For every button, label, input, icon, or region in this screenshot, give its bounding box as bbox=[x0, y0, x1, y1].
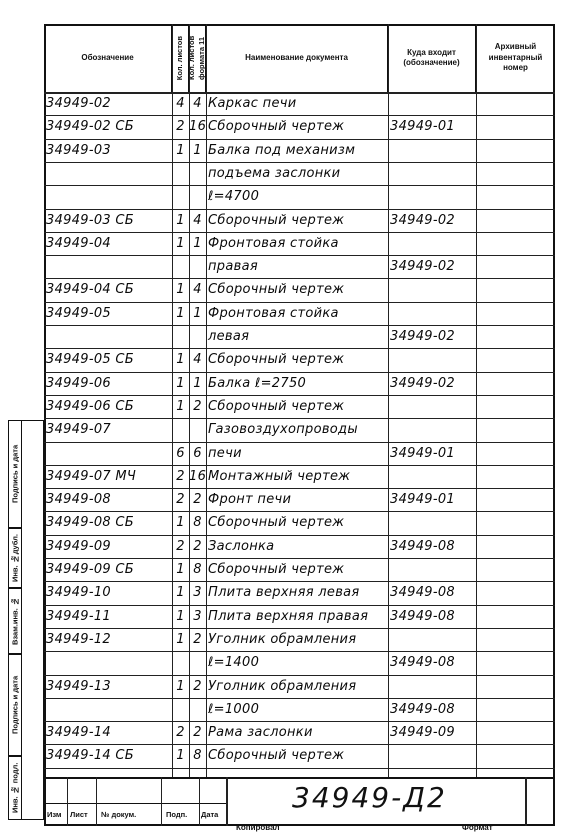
cell-parent bbox=[390, 163, 476, 185]
cell-n2 bbox=[189, 699, 206, 721]
stamp-copied: Копировал bbox=[236, 823, 280, 832]
cell-n1 bbox=[172, 256, 189, 278]
side-dupl: Инв. №дубл. bbox=[8, 528, 22, 588]
cell-n1 bbox=[172, 419, 189, 441]
cell-n2: 8 bbox=[193, 515, 202, 531]
cell-parent: 34949-08 bbox=[390, 585, 455, 601]
cell-parent: 34949-09 bbox=[390, 725, 455, 741]
cell-name: Балка под механизм bbox=[208, 142, 356, 158]
cell-n1: 1 bbox=[176, 631, 185, 647]
cell-parent bbox=[390, 140, 476, 162]
cell-code bbox=[46, 256, 170, 278]
cell-name: Уголник обрамления bbox=[208, 678, 357, 694]
cell-code: 34949-05 СБ bbox=[46, 352, 135, 368]
cell-n2 bbox=[189, 163, 206, 185]
cell-code: 34949-11 bbox=[46, 608, 111, 624]
cell-n1: 1 bbox=[176, 678, 185, 694]
cell-code bbox=[46, 163, 170, 185]
cell-n2 bbox=[189, 419, 206, 441]
cell-n1: 2 bbox=[176, 725, 185, 741]
cell-n1: 1 bbox=[176, 142, 185, 158]
cell-code: 34949-09 bbox=[46, 538, 111, 554]
cell-parent bbox=[390, 745, 476, 767]
cell-name: правая bbox=[208, 259, 258, 275]
cell-parent: 34949-08 bbox=[390, 701, 455, 717]
cell-n2: 8 bbox=[193, 748, 202, 764]
cell-n2 bbox=[189, 186, 206, 208]
cell-parent: 34949-08 bbox=[390, 538, 455, 554]
cell-n1: 2 bbox=[176, 119, 185, 135]
cell-name: Сборочный чертеж bbox=[208, 515, 345, 531]
cell-name: Сборочный чертеж bbox=[208, 352, 345, 368]
cell-code bbox=[46, 443, 170, 465]
cell-n2 bbox=[189, 652, 206, 674]
cell-n2: 3 bbox=[193, 608, 202, 624]
cell-code: 34949-02 bbox=[46, 96, 111, 111]
cell-n2: 1 bbox=[193, 375, 202, 391]
cell-code bbox=[46, 186, 170, 208]
cell-name: Фронтовая стойка bbox=[208, 305, 339, 321]
cell-name: Плита верхняя левая bbox=[208, 585, 360, 601]
cell-parent bbox=[390, 279, 476, 301]
cell-n2: 4 bbox=[193, 212, 202, 228]
cell-n2: 1 bbox=[193, 305, 202, 321]
side-columns-box bbox=[22, 420, 44, 820]
cell-name: Сборочный чертеж bbox=[208, 562, 345, 577]
cell-n1: 1 bbox=[176, 608, 185, 624]
cell-n2: 1 bbox=[193, 142, 202, 158]
cell-name: ℓ=1400 bbox=[208, 655, 260, 671]
cell-n2: 4 bbox=[193, 352, 202, 368]
cell-code: 34949-07 bbox=[46, 422, 111, 438]
cell-code bbox=[46, 699, 170, 721]
cell-n2: 4 bbox=[193, 282, 202, 298]
cell-name: Газовоздухопроводы bbox=[208, 422, 358, 438]
table-column-divider bbox=[476, 24, 477, 777]
cell-parent: 34949-01 bbox=[390, 492, 455, 508]
cell-n1: 1 bbox=[176, 748, 185, 764]
cell-code: 34949-12 bbox=[46, 631, 111, 647]
cell-parent: 34949-02 bbox=[390, 259, 455, 275]
title-block-divider bbox=[226, 777, 228, 826]
cell-parent bbox=[390, 186, 476, 208]
cell-code: 34949-03 bbox=[46, 142, 111, 158]
side-orig: Инв. № подл. bbox=[8, 756, 22, 820]
cell-name: ℓ=1000 bbox=[208, 701, 260, 717]
stamp-sign: Подп. bbox=[166, 810, 188, 819]
cell-n2: 2 bbox=[193, 631, 202, 647]
header-designation: Обозначение bbox=[44, 24, 172, 92]
stamp-izm: Изм bbox=[47, 810, 62, 819]
cell-n2: 16 bbox=[189, 119, 207, 135]
cell-parent bbox=[390, 559, 476, 581]
cell-n1: 1 bbox=[176, 375, 185, 391]
cell-parent bbox=[390, 396, 476, 418]
cell-n2: 2 bbox=[193, 725, 202, 741]
cell-parent bbox=[390, 233, 476, 255]
cell-n2 bbox=[189, 256, 206, 278]
cell-n1: 2 bbox=[176, 538, 185, 554]
cell-n2: 8 bbox=[193, 562, 202, 577]
cell-code: 34949-04 СБ bbox=[46, 282, 135, 298]
cell-code: 34949-02 СБ bbox=[46, 119, 135, 135]
cell-n1: 1 bbox=[176, 398, 185, 414]
cell-parent bbox=[390, 466, 476, 488]
cell-n1: 1 bbox=[176, 515, 185, 531]
cell-n1 bbox=[172, 186, 189, 208]
cell-name: Уголник обрамления bbox=[208, 631, 357, 647]
cell-code: 34949-04 bbox=[46, 235, 111, 251]
cell-code: 34949-03 СБ bbox=[46, 212, 135, 228]
header-sheets-count: Кол. листов bbox=[172, 24, 189, 92]
cell-code: 34949-10 bbox=[46, 585, 111, 601]
cell-code: 34949-13 bbox=[46, 678, 111, 694]
cell-n1: 1 bbox=[176, 585, 185, 601]
cell-parent: 34949-08 bbox=[390, 655, 455, 671]
drawing-code: 34949-Д2 bbox=[292, 781, 447, 814]
cell-name: подъема заслонки bbox=[208, 165, 341, 181]
cell-name: левая bbox=[208, 329, 250, 344]
stamp-format: Формат bbox=[462, 823, 493, 832]
cell-n1: 1 bbox=[176, 352, 185, 368]
cell-code: 34949-08 СБ bbox=[46, 515, 135, 531]
cell-n1: 1 bbox=[176, 282, 185, 298]
cell-n1: 6 bbox=[176, 445, 185, 461]
stamp-vline-2 bbox=[96, 777, 97, 826]
cell-name: Балка ℓ=2750 bbox=[208, 375, 307, 391]
cell-parent: 34949-01 bbox=[390, 119, 455, 135]
cell-n1 bbox=[172, 326, 189, 348]
cell-name: Сборочный чертеж bbox=[208, 748, 345, 764]
cell-parent bbox=[390, 303, 476, 325]
cell-n2: 2 bbox=[193, 538, 202, 554]
stamp-vline-3 bbox=[161, 777, 162, 826]
cell-parent bbox=[390, 629, 476, 651]
cell-code: 34949-06 СБ bbox=[46, 398, 135, 414]
cell-name: Фронтовая стойка bbox=[208, 235, 339, 251]
cell-n1: 2 bbox=[176, 468, 185, 484]
cell-parent bbox=[390, 349, 476, 371]
cell-n2 bbox=[189, 326, 206, 348]
cell-name: Сборочный чертеж bbox=[208, 398, 345, 414]
cell-n1: 1 bbox=[176, 235, 185, 251]
stamp-vline-1 bbox=[67, 777, 68, 826]
cell-name: Сборочный чертеж bbox=[208, 119, 345, 135]
header-part-of: Куда входит (обозначение) bbox=[388, 24, 476, 92]
cell-name: Монтажный чертеж bbox=[208, 468, 351, 484]
cell-parent: 34949-02 bbox=[390, 329, 455, 344]
cell-code: 34949-06 bbox=[46, 375, 111, 391]
cell-n1 bbox=[172, 699, 189, 721]
cell-code: 34949-14 СБ bbox=[46, 748, 135, 764]
title-block-border bbox=[44, 777, 555, 779]
cell-name: Рама заслонки bbox=[208, 725, 313, 741]
cell-code: 34949-07 МЧ bbox=[46, 468, 137, 484]
cell-code: 34949-05 bbox=[46, 305, 111, 321]
cell-code: 34949-08 bbox=[46, 492, 111, 508]
cell-n2: 3 bbox=[193, 585, 202, 601]
cell-name: Сборочный чертеж bbox=[208, 212, 345, 228]
cell-n1: 4 bbox=[176, 96, 185, 111]
cell-code: 34949-14 bbox=[46, 725, 111, 741]
cell-n2: 4 bbox=[193, 96, 202, 111]
cell-parent bbox=[390, 512, 476, 534]
table-column-divider bbox=[388, 24, 389, 777]
cell-parent: 34949-02 bbox=[390, 212, 455, 228]
cell-n2: 2 bbox=[193, 678, 202, 694]
cell-name: Каркас печи bbox=[208, 96, 297, 111]
cell-code: 34949-09 СБ bbox=[46, 562, 135, 577]
cell-name: Заслонка bbox=[208, 538, 275, 554]
table-column-divider bbox=[206, 24, 207, 777]
cell-name: Плита верхняя правая bbox=[208, 608, 369, 624]
cell-n2: 2 bbox=[193, 398, 202, 414]
title-block-divider-2 bbox=[525, 777, 527, 826]
cell-parent: 34949-08 bbox=[390, 608, 455, 624]
cell-code bbox=[46, 652, 170, 674]
side-sign-date-1: Подпись и дата bbox=[8, 420, 22, 528]
cell-n2: 6 bbox=[193, 445, 202, 461]
stamp-doc-no: № докум. bbox=[101, 810, 137, 819]
cell-n2: 16 bbox=[189, 468, 207, 484]
stamp-vline-4 bbox=[199, 777, 200, 826]
header-sheets-a11: Кол. листов формата 11 bbox=[189, 24, 206, 92]
cell-n1: 1 bbox=[176, 305, 185, 321]
cell-n1 bbox=[172, 652, 189, 674]
cell-code bbox=[46, 326, 170, 348]
table-column-divider bbox=[172, 24, 173, 777]
cell-parent bbox=[390, 419, 476, 441]
cell-name: печи bbox=[208, 445, 242, 461]
table-column-divider bbox=[189, 24, 190, 777]
cell-parent bbox=[390, 93, 476, 115]
cell-n2: 2 bbox=[193, 492, 202, 508]
cell-name: ℓ=4700 bbox=[208, 189, 260, 205]
stamp-date: Дата bbox=[201, 810, 219, 819]
cell-parent: 34949-02 bbox=[390, 375, 455, 391]
stamp-list: Лист bbox=[70, 810, 88, 819]
cell-name: Сборочный чертеж bbox=[208, 282, 345, 298]
table-row-divider bbox=[44, 768, 555, 769]
header-archive: Архивный инвентарный номер bbox=[488, 42, 543, 73]
cell-n2: 1 bbox=[193, 235, 202, 251]
side-replace: Взам.инв. № bbox=[8, 588, 22, 654]
cell-n1: 1 bbox=[176, 212, 185, 228]
header-bottom-border bbox=[44, 92, 555, 94]
cell-n1: 2 bbox=[176, 492, 185, 508]
side-sign-date-2: Подпись и дата bbox=[8, 654, 22, 756]
cell-parent: 34949-01 bbox=[390, 445, 455, 461]
cell-name: Фронт печи bbox=[208, 492, 292, 508]
cell-parent bbox=[390, 676, 476, 698]
cell-n1 bbox=[172, 163, 189, 185]
header-document-name: Наименование документа bbox=[206, 24, 388, 92]
cell-n1: 1 bbox=[176, 562, 185, 577]
